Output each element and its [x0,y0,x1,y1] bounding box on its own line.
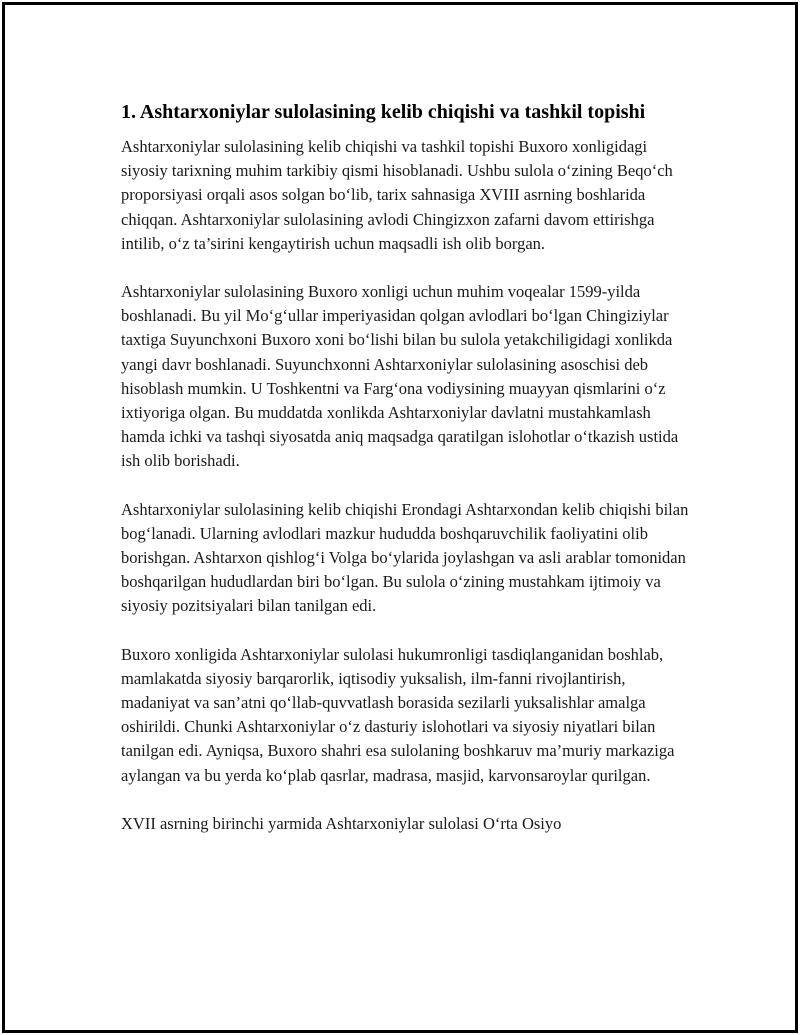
section-heading: 1. Ashtarxoniylar sulolasining kelib chiqishi va tashkil topishi [121,101,646,123]
paragraph-2: Ashtarxoniylar sulolasining Buxoro xonligi uchun muhim voqealar 1599-yilda boshlanadi. Bu yil Mo‘g‘ullar imperiyasidan qolgan avlodlari bo‘lgan Chingiziylar taxtiga Suyunchxoni Buxoro xoni bo‘lishi bilan bu sulola yetakchiligidagi xonlikda yangi davr boshlanadi. Suyunchxonni Ashtarxoniylar sulolasining asoschisi deb hisoblash mumkin. U Toshkentni va Farg‘ona vodiysining muayyan qismlarini o‘z ixtiyoriga olgan. Bu muddatda xonlikda Ashtarxoniylar davlatni mustahkamlash hamda ichki va tashqi siyosatda aniq maqsadga qaratilgan islohotlar o‘tkazish ustida ish olib borishadi. [121,282,679,471]
paragraph-5: XVII asrning birinchi yarmida Ashtarxoniylar sulolasi O‘rta Osiyo [121,813,562,833]
document-body [121,99,695,836]
paragraph-1: Ashtarxoniylar sulolasining kelib chiqishi va tashkil topishi Buxoro xonligidagi siyosiy tarixning muhim tarkibiy qismi hisoblanadi. Ushbu sulola o‘zining Beqo‘ch proporsiyasi orqali asos solgan bo‘lib, tarix sahnasiga XVIII asrning boshlarida chiqqan. Ashtarxoniylar sulolasining avlodi Chingizxon zafarni davom ettirishga intilib, o‘z ta’sirini kengaytirish uchun maqsadli ish olib borgan. [121,137,673,253]
paragraph-4: Buxoro xonligida Ashtarxoniylar sulolasi hukumronligi tasdiqlanganidan boshlab, mamlakatda siyosiy barqarorlik, iqtisodiy yuksalish, ilm-fanni rivojlantirish, madaniyat va san’atni qo‘llab-quvvatlash borasida sezilarli yuksalishlar amalga oshirildi. Chunki Ashtarxoniylar o‘z dasturiy islohotlari va siyosiy niyatlari bilan tanilgan edi. Ayniqsa, Buxoro shahri esa sulolaning boshkaruv ma’muriy markaziga aylangan va bu yerda ko‘plab qasrlar, madrasa, masjid, karvonsaroylar qurilgan. [121,644,675,785]
page-frame [2,2,798,1033]
paragraph-3: Ashtarxoniylar sulolasining kelib chiqishi Erondagi Ashtarxondan kelib chiqishi bilan bog‘lanadi. Ularning avlodlari mazkur hududda boshqaruvchilik faoliyatini olib borishgan. Ashtarxon qishlog‘i Volga bo‘ylarida joylashgan va asli arablar tomonidan boshqarilgan hududlardan biri bo‘lgan. Bu sulola o‘zining mustahkam ijtimoiy va siyosiy pozitsiyalari bilan tanilgan edi. [121,499,689,616]
